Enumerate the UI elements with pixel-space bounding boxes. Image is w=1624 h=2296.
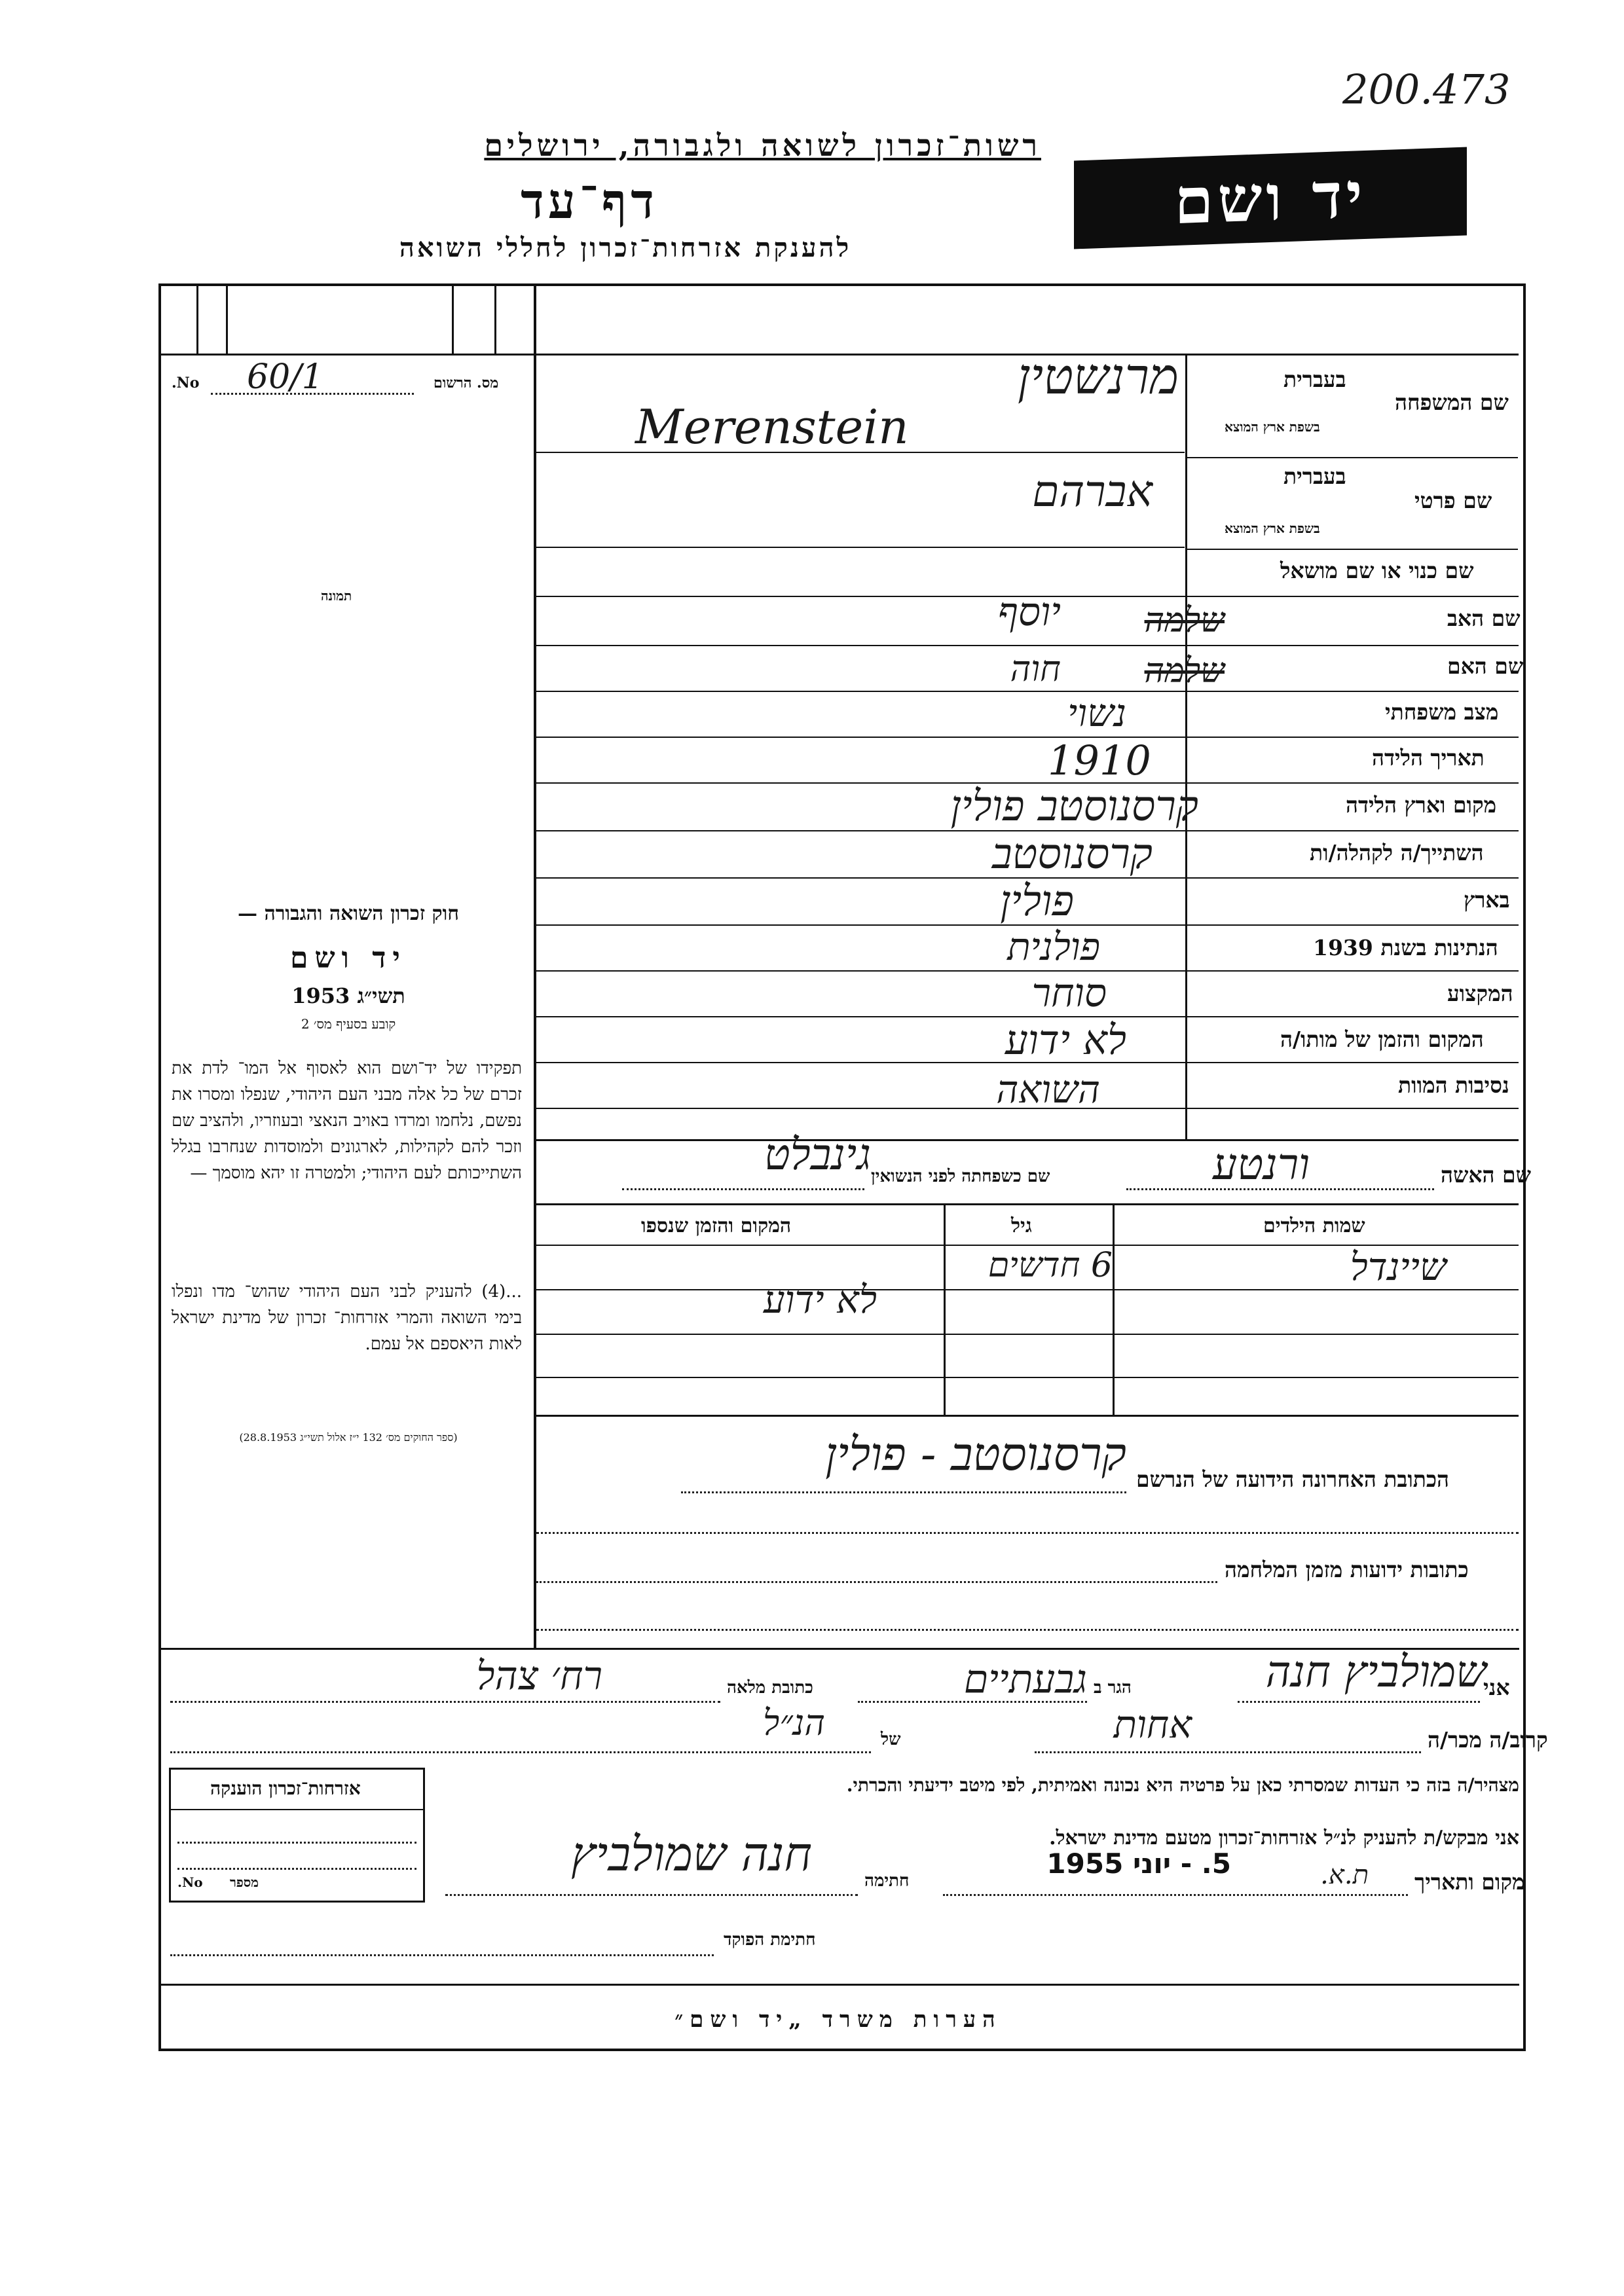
wartime-addresses-label: כתובות ידועות מזמן המלחמה (1225, 1557, 1469, 1582)
request-statement: אני מבקש/ת להעניק לנ״ל אזרחות־זכרון מטעם מדינת ישראל. (1049, 1827, 1519, 1850)
child-age: 6 חדשים (987, 1246, 1113, 1285)
law-clause: קובע בסעיף מס׳ 2 (301, 1016, 396, 1032)
relation-of-value: הנ״ל (763, 1702, 825, 1743)
declarant-signature: חנה שמולביץ (571, 1827, 812, 1882)
father-struck-name: שלמה (1144, 601, 1225, 640)
declarant-resident-label: הגר ב (1094, 1678, 1132, 1698)
children-header-age: גיל (1011, 1214, 1032, 1237)
mother-label: שם האם (1447, 653, 1524, 679)
mother-struck-name: שלמה (1144, 651, 1225, 691)
law-text-1: תפקידו של יד־ושם הוא לאסוף אל המו־ לדת את זכרם של כל אלה מבני העם היהודי, שנפלו ומסרו את נפשם, נלחמו ומרדו באויב הנאצי ובעוזריו, ולהציב שם וזכר להם לקהילות, לארגונים ולמוסדות שנחרבו בגלל השתייכותם לעם היהודי; ולמטרה זו יהא מוסמך — (172, 1059, 522, 1183)
page-subtitle: להענקת אזרחות־זכרון לחללי השואה (399, 232, 852, 263)
registration-no-label: No. (172, 374, 200, 392)
father-label: שם האב (1447, 606, 1521, 631)
community-label: השתייך/ה לקהלה/ות (1310, 840, 1484, 866)
birth-place-value: קרסנוסטב פולין (950, 782, 1198, 831)
registration-row (172, 357, 525, 406)
law-source: (ספר החוקים מס׳ 132 י״ז אלול תשי״ג 28.8.1953) (239, 1431, 458, 1444)
declarant-address-label: כתובת מלאה (727, 1678, 813, 1698)
file-number: 200.473 (1342, 65, 1511, 113)
registration-number: 60/1 (247, 357, 323, 397)
birth-place-label: מקום וארץ הלידה (1346, 792, 1497, 818)
wife-maiden-label: שם כשפחתה לפני הנשואין (871, 1167, 1050, 1186)
mother-name: חוה (1010, 648, 1061, 689)
photo-label: תמונה (321, 588, 352, 604)
wife-name: ורנטע (1213, 1139, 1310, 1190)
profession-value: סוחר (1031, 970, 1107, 1016)
father-name: יוסף (997, 589, 1061, 635)
child-name: שיינדל (1350, 1245, 1447, 1289)
declaration-statement: מצהיר/ה בזה כי העדות שמסרתי כאן על פרטיה היא נכונה ואמיתית, לפי מיטב ידיעתי והכרתי. (846, 1774, 1519, 1796)
law-name: יד ושם (290, 941, 407, 975)
community-value: קרסנוסטב (991, 830, 1153, 879)
child-death-place: לא ידוע (763, 1277, 877, 1322)
declaration-place: ת.א. (1320, 1860, 1369, 1890)
law-year: תשי״ג 1953 (291, 983, 405, 1008)
children-header-place: המקום והזמן שנספו (641, 1214, 792, 1237)
relation-label: קרוב/ה מכר/ה (1428, 1727, 1548, 1753)
children-table (536, 1205, 1519, 1415)
family-name-origin: Merenstein (635, 399, 909, 454)
last-address-label: הכתובת האחרונה הידועה של הנרשם (1136, 1467, 1450, 1492)
declarant-name: שמולביץ חנה (1265, 1647, 1486, 1697)
signature-label: חתימה (864, 1871, 910, 1891)
family-name-label: שם המשפחה (1395, 390, 1509, 415)
death-circumstances-value: השואה (996, 1067, 1100, 1112)
citizenship-box-number-label: מספר (230, 1874, 259, 1890)
logo-text: יד ושם (1174, 157, 1367, 239)
death-place-value: לא ידוע (1005, 1016, 1126, 1064)
country-label: בארץ (1464, 887, 1510, 913)
citizenship-box-title: אזרחות־זכרון הוענקה (210, 1777, 361, 1799)
declarant-i-label: אני (1483, 1675, 1510, 1700)
family-name-hebrew-label: בעברית (1283, 367, 1346, 392)
authority-title: רשות־זכרון לשואה ולגבורה, ירושלים (484, 128, 1041, 163)
wife-label: שם האשה (1441, 1162, 1531, 1188)
death-circumstances-label: נסיבות המוות (1398, 1072, 1509, 1098)
profession-label: המקצוע (1447, 981, 1513, 1006)
children-header-names: שמות הילדים (1263, 1214, 1365, 1237)
first-name-hebrew: אברהם (1032, 466, 1153, 517)
citizenship-box-no-label: No. (177, 1874, 203, 1890)
birth-date-label: תאריך הלידה (1372, 745, 1485, 771)
declarant-city: גבעתיים (963, 1656, 1087, 1702)
first-name-label: שם פרטי (1414, 488, 1492, 513)
citizenship-label: הנתינות בשנת 1939 (1313, 935, 1498, 960)
nickname-label: שם כנוי או שם מושאל (1280, 558, 1474, 583)
marital-value: נשוי (1067, 691, 1126, 735)
law-text-2: ...(4) להעניק לבני העם היהודי שהוש־ מדו ונפלו בימי השואה והמרי אזרחות־ זכרון של מדינת ישראל לאות היאספם אל עמם. (172, 1282, 522, 1354)
relation-of-label: של (881, 1730, 901, 1749)
country-value: פולין (1000, 877, 1074, 926)
yad-vashem-logo (1074, 147, 1467, 249)
relation-value: אחות (1113, 1702, 1192, 1747)
law-heading: חוק זכרון השואה והגבורה — (238, 902, 459, 925)
remarks-label: הערות משרד „יד ושם״ (674, 2007, 1002, 2033)
wife-maiden-name: גינבלט (764, 1129, 871, 1180)
family-name-origin-label: בשפת ארץ המוצא (1225, 419, 1320, 435)
first-name-origin-label: בשפת ארץ המוצא (1225, 520, 1320, 536)
officer-signature-label: חתימת הפוקד (724, 1930, 816, 1950)
marital-label: מצב משפחתי (1385, 699, 1499, 725)
declarant-address: רח׳ צהל (476, 1653, 602, 1699)
registration-label: מס. הרשום (434, 374, 499, 392)
declaration-date: 5. - יוני 1955 (1046, 1848, 1231, 1880)
death-place-label: המקום והזמן של מותו/ה (1280, 1027, 1484, 1052)
first-name-hebrew-label: בעברית (1283, 464, 1346, 489)
last-address-value: קרסנוסטב - פולין (825, 1427, 1126, 1481)
citizenship-value: פולנית (1007, 924, 1100, 969)
family-name-hebrew: מרנשטין (1017, 347, 1179, 405)
citizenship-granted-box (169, 1768, 425, 1903)
birth-date-value: 1910 (1048, 737, 1151, 784)
page-title: דף־עד (521, 173, 658, 230)
place-date-label: מקום ותאריך (1414, 1869, 1525, 1895)
